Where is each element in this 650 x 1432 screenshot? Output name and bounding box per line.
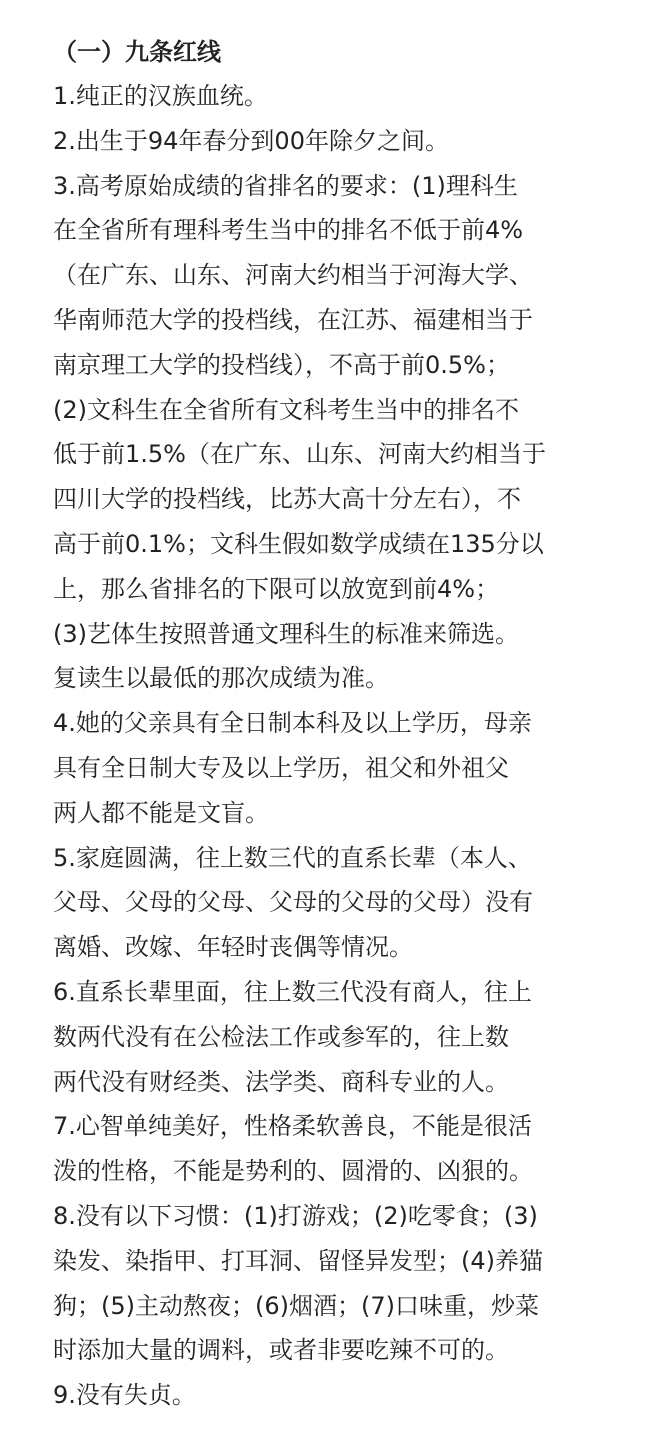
text-line: (3)艺体生按照普通文理科生的标准来筛选。 [53,619,519,648]
text-line: 8.没有以下习惯：(1)打游戏；(2)吃零食；(3) [53,1201,538,1230]
text-line: 上，那么省排名的下限可以放宽到前4%； [53,574,500,603]
section-heading: （一）九条红线 [53,38,221,66]
text-line: 4.她的父亲具有全日制本科及以上学历，母亲 [53,709,532,738]
text-line: 染发、染指甲、打耳洞、留怪异发型；(4)养猫 [53,1246,543,1275]
text-line: 1.纯正的汉族血统。 [53,82,268,110]
text-line: 华南师范大学的投档线，在江苏、福建相当于 [53,305,533,334]
text-line: 复读生以最低的那次成绩为准。 [53,664,389,693]
text-line: 数两代没有在公检法工作或参军的，往上数 [53,1022,509,1051]
text-line: (2)文科生在全省所有文科考生当中的排名不 [53,395,519,424]
text-line: 2.出生于94年春分到00年除夕之间。 [53,126,449,155]
text-line: 低于前1.5%（在广东、山东、河南大约相当于 [53,440,546,469]
text-line: 高于前0.1%；文科生假如数学成绩在135分以 [53,529,544,558]
text-line: 四川大学的投档线，比苏大高十分左右），不 [53,485,521,514]
text-line: 6.直系长辈里面，往上数三代没有商人，往上 [53,977,532,1006]
document-body [53,30,613,1418]
text-line: 泼的性格，不能是势利的、圆滑的、凶狠的。 [53,1157,533,1186]
text-line: 具有全日制大专及以上学历，祖父和外祖父 [53,753,509,782]
text-line: 5.家庭圆满，往上数三代的直系长辈（本人、 [53,843,532,872]
text-line: （在广东、山东、河南大约相当于河海大学、 [53,261,533,290]
text-line: 7.心智单纯美好，性格柔软善良，不能是很活 [53,1112,532,1141]
text-line: 狗；(5)主动熬夜；(6)烟酒；(7)口味重，炒菜 [53,1291,539,1320]
text-line: 父母、父母的父母、父母的父母的父母）没有 [53,888,533,917]
text-line: 两代没有财经类、法学类、商科专业的人。 [53,1067,509,1096]
text-line: 两人都不能是文盲。 [53,798,269,827]
text-line: 时添加大量的调料，或者非要吃辣不可的。 [53,1336,509,1365]
text-line: 9.没有失贞。 [53,1381,196,1410]
text-line: 在全省所有理科考生当中的排名不低于前4% [53,216,524,245]
text-line: 离婚、改嫁、年轻时丧偶等情况。 [53,933,413,962]
text-line: 3.高考原始成绩的省排名的要求：(1)理科生 [53,171,518,200]
text-line: 南京理工大学的投档线），不高于前0.5%； [53,350,510,379]
